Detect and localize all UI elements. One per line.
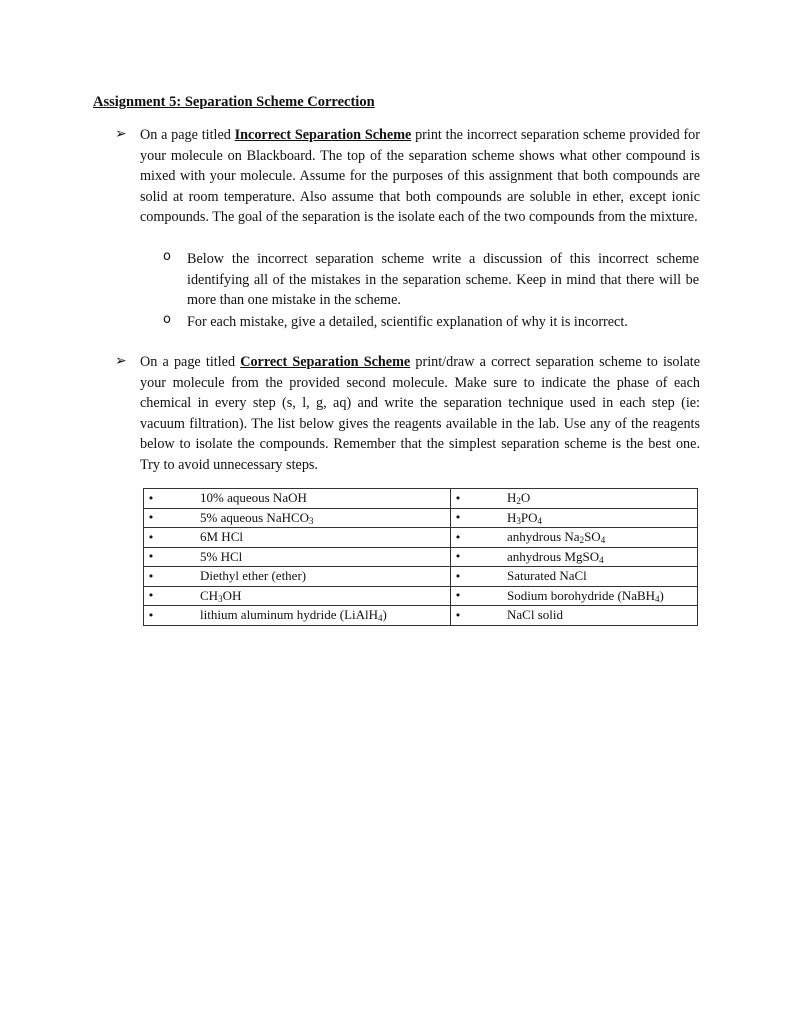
bullet-icon: • [451, 547, 466, 567]
subscript: 3 [309, 515, 314, 526]
section-correct-paragraph [140, 352, 700, 476]
sub-item-text: For each mistake, give a detailed, scientific explanation of why it is incorrect. [187, 314, 628, 330]
incorrect-scheme-heading: Incorrect Separation Scheme [234, 127, 412, 143]
section-lead-text: On a page titled [140, 354, 241, 370]
bullet-icon: • [451, 508, 466, 528]
reagent-cell [158, 586, 451, 606]
reagent-text: O [520, 490, 531, 506]
bullet-icon: • [451, 567, 466, 587]
bullet-icon: • [144, 528, 159, 548]
section-body-text: print the incorrect separation scheme provided for your molecule on Blackboard. The top of the separation scheme shows what other compound is mixed with your molecule. Assume for the purposes of this assignment that both compounds are solid at room temperature. Also assume that both compounds are soluble in ether, except ionic compounds. The goal of the separation is the isolate each of the two compounds from the mixture. [140, 127, 700, 226]
bullet-icon: • [144, 508, 159, 528]
reagent-text: Sodium borohydride (NaBH [507, 587, 656, 603]
bullet-icon: • [144, 586, 159, 606]
arrow-bullet-icon: ➢ [115, 126, 127, 142]
reagent-text: 6M HCl [200, 529, 243, 545]
reagent-text: 5% aqueous NaHCO [200, 509, 310, 525]
bullet-icon: • [451, 606, 466, 626]
table-row [144, 547, 698, 567]
bullet-icon: • [144, 547, 159, 567]
bullet-icon: • [451, 528, 466, 548]
reagent-text: SO [584, 529, 601, 545]
reagent-cell [158, 489, 451, 509]
reagent-cell [158, 508, 451, 528]
reagent-text: anhydrous MgSO [507, 548, 600, 564]
reagent-cell [158, 547, 451, 567]
subscript: 4 [537, 515, 543, 526]
table-row [144, 567, 698, 587]
bullet-icon: • [144, 606, 159, 626]
reagent-text: 5% HCl [200, 548, 243, 564]
reagent-text: NaCl solid [507, 607, 563, 623]
subscript: 4 [655, 593, 660, 604]
reagent-text: Diethyl ether (ether) [200, 568, 307, 584]
reagent-text: H [507, 509, 517, 525]
reagent-text: H [507, 490, 517, 506]
arrow-bullet-icon: ➢ [115, 353, 127, 369]
circle-bullet-icon: o [163, 249, 171, 264]
table-row [144, 606, 698, 626]
section-incorrect-paragraph [140, 125, 700, 228]
reagent-cell [465, 606, 698, 626]
reagent-text: ) [382, 607, 387, 623]
subscript: 4 [378, 613, 383, 624]
subscript: 2 [516, 496, 521, 507]
reagent-cell [465, 567, 698, 587]
reagent-text: 10% aqueous NaOH [200, 490, 307, 506]
subscript: 2 [579, 535, 585, 546]
reagent-cell [158, 567, 451, 587]
reagent-cell [158, 528, 451, 548]
reagent-text: OH [222, 587, 242, 603]
subscript: 3 [516, 515, 521, 526]
reagent-text: lithium aluminum hydride (LiAlH [200, 607, 379, 623]
reagent-text: CH [200, 587, 219, 603]
reagent-text: anhydrous Na [507, 529, 580, 545]
bullet-icon: • [451, 586, 466, 606]
reagent-cell [465, 586, 698, 606]
table-row [144, 528, 698, 548]
bullet-icon: • [144, 489, 159, 509]
reagent-text: ) [659, 587, 664, 603]
circle-bullet-icon: o [163, 312, 171, 327]
reagent-cell [465, 489, 698, 509]
table-row [144, 586, 698, 606]
reagent-cell [158, 606, 451, 626]
reagent-text: PO [520, 509, 538, 525]
table-row [144, 489, 698, 509]
bullet-icon: • [451, 489, 466, 509]
subscript: 3 [218, 593, 223, 604]
subscript: 4 [599, 554, 604, 565]
section-body-text: print/draw a correct separation scheme to isolate your molecule from the provided second molecule. Make sure to indicate the phase of each chemical in every step (s, l, g, aq) and write the separation technique used in each step (ie: vacuum filtration). The list below gives the reagents available in the lab. Use any of the reagents below to isolate the compounds. Remember that the simplest separation scheme is the best one. Try to avoid unnecessary steps. [140, 354, 700, 473]
reagent-cell [465, 508, 698, 528]
table-row [144, 508, 698, 528]
reagent-text: Saturated NaCl [507, 568, 587, 584]
bullet-icon: • [144, 567, 159, 587]
correct-scheme-heading: Correct Separation Scheme [240, 354, 411, 370]
sub-item-text: Below the incorrect separation scheme write a discussion of this incorrect scheme identifying all of the mistakes in the separation scheme. Keep in mind that there will be more than one mistake in the scheme. [187, 251, 699, 309]
subscript: 4 [600, 535, 606, 546]
assignment-title: Assignment 5: Separation Scheme Correction [93, 94, 375, 110]
reagent-cell [465, 528, 698, 548]
reagent-cell [465, 547, 698, 567]
reagents-table [143, 488, 698, 626]
section-lead-text: On a page titled [140, 127, 235, 143]
